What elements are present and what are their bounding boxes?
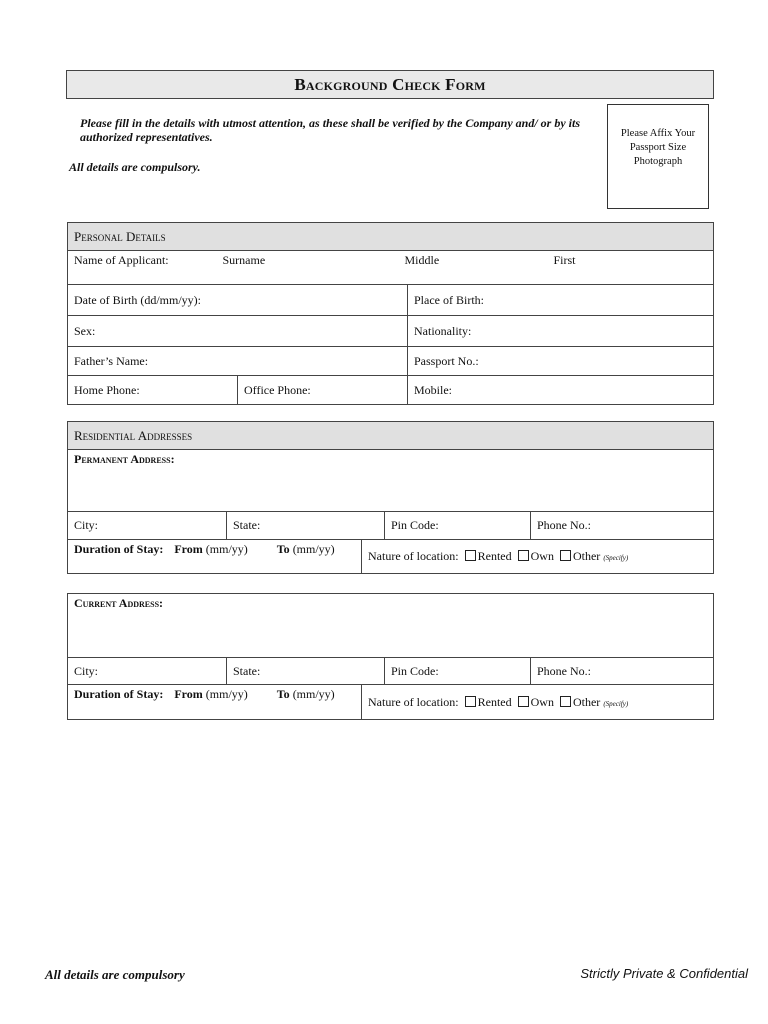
to-label: To [276, 687, 290, 701]
from-format: (mm/yy) [205, 542, 248, 556]
permanent-pin-field[interactable] [385, 512, 531, 540]
footer-compulsory: All details are compulsory [45, 967, 185, 982]
own-checkbox[interactable] [518, 696, 529, 707]
nationality-label: Nationality: [414, 323, 472, 338]
home-phone-field[interactable] [68, 376, 238, 405]
nature-label: Nature of location: [368, 694, 459, 709]
current-state-field[interactable] [227, 658, 385, 685]
current-phone-field[interactable] [531, 658, 714, 685]
specify-note: (Specify) [603, 699, 629, 708]
current-duration-field[interactable] [68, 685, 362, 720]
passport-no-label: Passport No.: [414, 353, 479, 368]
permanent-address-table [67, 421, 714, 574]
surname-label: Surname [222, 253, 266, 267]
duration-label: Duration of Stay: [74, 542, 164, 556]
dob-field[interactable] [68, 285, 408, 316]
permanent-duration-field[interactable] [68, 540, 362, 574]
permanent-city-field[interactable] [68, 512, 227, 540]
applicant-name-field[interactable] [68, 251, 714, 285]
permanent-nature-field [362, 540, 714, 574]
dob-label: Date of Birth (dd/mm/yy): [74, 292, 201, 307]
compulsory-note: All details are compulsory. [69, 160, 201, 174]
middle-label: Middle [404, 253, 440, 267]
nationality-field[interactable] [408, 316, 714, 347]
passport-no-field[interactable] [408, 347, 714, 376]
state-label: State: [233, 518, 261, 532]
personal-details-header: Personal Details [68, 223, 714, 251]
personal-details-table [67, 222, 714, 405]
pin-code-label: Pin Code: [391, 518, 439, 532]
state-label: State: [233, 663, 261, 678]
photo-placeholder[interactable] [607, 104, 709, 209]
sex-field[interactable] [68, 316, 408, 347]
from-label: From [174, 687, 203, 701]
photo-line-3: Photograph [633, 156, 683, 167]
applicant-name-label: Name of Applicant: [74, 253, 169, 267]
mobile-field[interactable] [408, 376, 714, 405]
own-checkbox[interactable] [518, 550, 529, 561]
city-label: City: [74, 663, 99, 678]
rented-checkbox[interactable] [465, 696, 476, 707]
rented-checkbox[interactable] [465, 550, 476, 561]
other-checkbox[interactable] [560, 550, 571, 561]
permanent-address-field[interactable] [68, 450, 714, 512]
current-address-label: Current Address: [74, 596, 164, 610]
office-phone-field[interactable] [238, 376, 408, 405]
form-title: Background Check Form [66, 70, 714, 99]
first-name-label: First [553, 253, 576, 267]
place-of-birth-label: Place of Birth: [414, 292, 484, 307]
phone-no-label: Phone No.: [537, 518, 591, 532]
permanent-state-field[interactable] [227, 512, 385, 540]
other-label: Other [572, 694, 601, 709]
home-phone-label: Home Phone: [74, 382, 140, 397]
current-pin-field[interactable] [385, 658, 531, 685]
specify-note: (Specify) [603, 554, 629, 562]
current-address-field[interactable] [68, 594, 714, 658]
father-name-label: Father’s Name: [74, 353, 149, 368]
footer-confidential: Strictly Private & Confidential [580, 966, 748, 981]
current-address-table [67, 593, 714, 720]
mobile-label: Mobile: [414, 382, 452, 397]
nature-label: Nature of location: [368, 549, 459, 563]
from-label: From [174, 542, 203, 556]
photo-line-1: Please Affix Your [620, 128, 696, 139]
father-name-field[interactable] [68, 347, 408, 376]
rented-label: Rented [477, 549, 512, 563]
to-format: (mm/yy) [292, 687, 335, 701]
pin-code-label: Pin Code: [391, 663, 439, 678]
sex-label: Sex: [74, 323, 96, 338]
other-label: Other [572, 549, 601, 563]
permanent-address-label: Permanent Address: [74, 452, 175, 466]
rented-label: Rented [477, 694, 512, 709]
other-checkbox[interactable] [560, 696, 571, 707]
place-of-birth-field[interactable] [408, 285, 714, 316]
residential-addresses-header: Residential Addresses [68, 422, 714, 450]
to-format: (mm/yy) [292, 542, 335, 556]
to-label: To [276, 542, 290, 556]
photo-line-2: Passport Size [629, 142, 687, 153]
from-format: (mm/yy) [205, 687, 248, 701]
intro-text: Please fill in the details with utmost attention, as these shall be verified by the Company and/ or by its authorized representatives. [80, 116, 581, 144]
permanent-phone-field[interactable] [531, 512, 714, 540]
own-label: Own [530, 549, 554, 563]
duration-label: Duration of Stay: [74, 687, 164, 701]
city-label: City: [74, 518, 99, 532]
current-nature-field [362, 685, 714, 720]
current-city-field[interactable] [68, 658, 227, 685]
own-label: Own [530, 694, 554, 709]
phone-no-label: Phone No.: [537, 663, 591, 678]
office-phone-label: Office Phone: [244, 382, 311, 397]
